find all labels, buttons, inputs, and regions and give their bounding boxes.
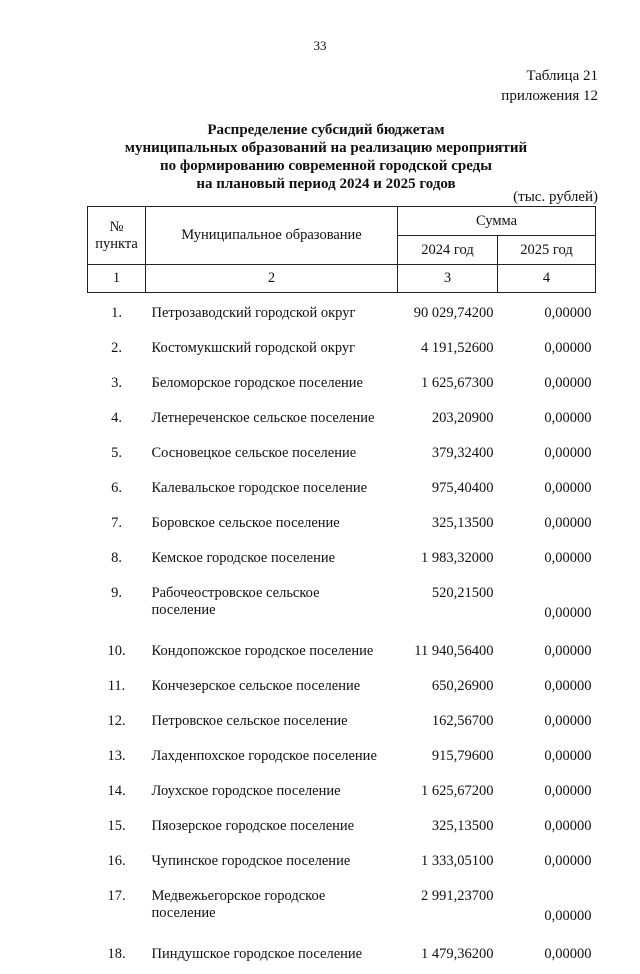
row-name: Кончезерское сельское поселение: [146, 671, 398, 706]
row-value-2025: 0,00000: [498, 578, 596, 636]
table-row: [88, 846, 596, 881]
row-value-2025: 0,00000: [498, 846, 596, 881]
row-name-line2: поселение: [152, 602, 398, 619]
row-number: 14.: [88, 776, 146, 811]
row-name-line1: Медвежьегорское городское: [152, 888, 398, 905]
row-value-2025: 0,00000: [498, 473, 596, 508]
title-line3: по формированию современной городской среды: [96, 157, 556, 175]
row-value-2025: 0,00000: [498, 403, 596, 438]
row-number: 3.: [88, 368, 146, 403]
row-number: 5.: [88, 438, 146, 473]
row-value-2024: 650,26900: [398, 671, 498, 706]
row-value-2025: 0,00000: [498, 543, 596, 578]
title-line4: на плановый период 2024 и 2025 годов: [96, 175, 556, 193]
row-number: 12.: [88, 706, 146, 741]
page-number: 33: [0, 38, 640, 54]
header-num-line1: №: [88, 219, 145, 236]
table-body: [88, 293, 596, 974]
row-value-2025: 0,00000: [498, 671, 596, 706]
row-value-2024: 379,32400: [398, 438, 498, 473]
row-value-2025: 0,00000: [498, 438, 596, 473]
row-value-2025: 0,00000: [498, 368, 596, 403]
row-value-2024: 203,20900: [398, 403, 498, 438]
row-number: 2.: [88, 333, 146, 368]
row-name: Костомукшский городской округ: [146, 333, 398, 368]
table-row: [88, 473, 596, 508]
row-number: 1.: [88, 298, 146, 333]
row-value-2025: 0,00000: [498, 706, 596, 741]
row-name: [146, 881, 398, 939]
header-index-3: 3: [398, 265, 498, 293]
row-value-2024: 2 991,23700: [398, 881, 498, 939]
table-row: [88, 368, 596, 403]
row-value-2025: 0,00000: [498, 298, 596, 333]
row-name: Лахденпохское городское поселение: [146, 741, 398, 776]
row-name: Летнереченское сельское поселение: [146, 403, 398, 438]
table-row: [88, 298, 596, 333]
header-name: Муниципальное образование: [146, 207, 398, 265]
row-value-2024: 1 625,67300: [398, 368, 498, 403]
row-value-2024: 915,79600: [398, 741, 498, 776]
row-name: Петровское сельское поселение: [146, 706, 398, 741]
header-index-2: 2: [146, 265, 398, 293]
table-row: [88, 508, 596, 543]
row-value-2024: 325,13500: [398, 811, 498, 846]
table-row: [88, 671, 596, 706]
table-row: [88, 403, 596, 438]
header-num: [88, 207, 146, 265]
header-index-1: 1: [88, 265, 146, 293]
row-value-2025: 0,00000: [498, 508, 596, 543]
table-label: [501, 66, 598, 106]
row-value-2024: 1 625,67200: [398, 776, 498, 811]
title-line1: Распределение субсидий бюджетам: [96, 121, 556, 139]
row-value-2025: 0,00000: [498, 741, 596, 776]
table-label-line1: Таблица 21: [501, 66, 598, 86]
row-value-2025: 0,00000: [498, 881, 596, 939]
table-label-line2: приложения 12: [501, 86, 598, 106]
row-name-line2: поселение: [152, 905, 398, 922]
row-number: 17.: [88, 881, 146, 939]
table-row: [88, 578, 596, 636]
row-name: [146, 578, 398, 636]
row-name: Сосновецкое сельское поселение: [146, 438, 398, 473]
header-2024: 2024 год: [398, 236, 498, 265]
row-value-2024: 1 983,32000: [398, 543, 498, 578]
subsidy-table: [87, 206, 596, 974]
row-number: 7.: [88, 508, 146, 543]
row-name: Кондопожское городское поселение: [146, 636, 398, 671]
row-value-2024: 1 333,05100: [398, 846, 498, 881]
header-2025: 2025 год: [498, 236, 596, 265]
table-row: [88, 881, 596, 939]
header-sum: Сумма: [398, 207, 596, 236]
row-number: 9.: [88, 578, 146, 636]
row-value-2024: 4 191,52600: [398, 333, 498, 368]
row-name: Беломорское городское поселение: [146, 368, 398, 403]
unit-label: (тыс. рублей): [513, 189, 598, 206]
table-row: [88, 438, 596, 473]
row-value-2024: 11 940,56400: [398, 636, 498, 671]
table-row: [88, 939, 596, 974]
row-name: Пиндушское городское поселение: [146, 939, 398, 974]
row-value-2025: 0,00000: [498, 636, 596, 671]
title-line2: муниципальных образований на реализацию мероприятий: [96, 139, 556, 157]
row-number: 13.: [88, 741, 146, 776]
row-value-2025: 0,00000: [498, 939, 596, 974]
row-value-2024: 325,13500: [398, 508, 498, 543]
row-name: Чупинское городское поселение: [146, 846, 398, 881]
header-num-line2: пункта: [88, 236, 145, 253]
row-number: 10.: [88, 636, 146, 671]
row-value-2024: 162,56700: [398, 706, 498, 741]
table-row: [88, 706, 596, 741]
header-index-4: 4: [498, 265, 596, 293]
row-name: Калевальское городское поселение: [146, 473, 398, 508]
row-value-2025: 0,00000: [498, 776, 596, 811]
row-name-line1: Рабочеостровское сельское: [152, 585, 398, 602]
table-row: [88, 811, 596, 846]
row-value-2025: 0,00000: [498, 811, 596, 846]
row-number: 11.: [88, 671, 146, 706]
row-value-2025: 0,00000: [498, 333, 596, 368]
row-name: Лоухское городское поселение: [146, 776, 398, 811]
row-number: 8.: [88, 543, 146, 578]
table-row: [88, 741, 596, 776]
row-number: 6.: [88, 473, 146, 508]
row-number: 18.: [88, 939, 146, 974]
row-value-2024: 90 029,74200: [398, 298, 498, 333]
table-row: [88, 333, 596, 368]
table-row: [88, 543, 596, 578]
row-name: Кемское городское поселение: [146, 543, 398, 578]
row-name: Петрозаводский городской округ: [146, 298, 398, 333]
row-value-2024: 1 479,36200: [398, 939, 498, 974]
table-row: [88, 636, 596, 671]
table-row: [88, 776, 596, 811]
row-number: 15.: [88, 811, 146, 846]
row-number: 4.: [88, 403, 146, 438]
row-name: Пяозерское городское поселение: [146, 811, 398, 846]
row-value-2024: 520,21500: [398, 578, 498, 636]
row-number: 16.: [88, 846, 146, 881]
document-title: [96, 121, 556, 193]
row-name: Боровское сельское поселение: [146, 508, 398, 543]
row-value-2024: 975,40400: [398, 473, 498, 508]
